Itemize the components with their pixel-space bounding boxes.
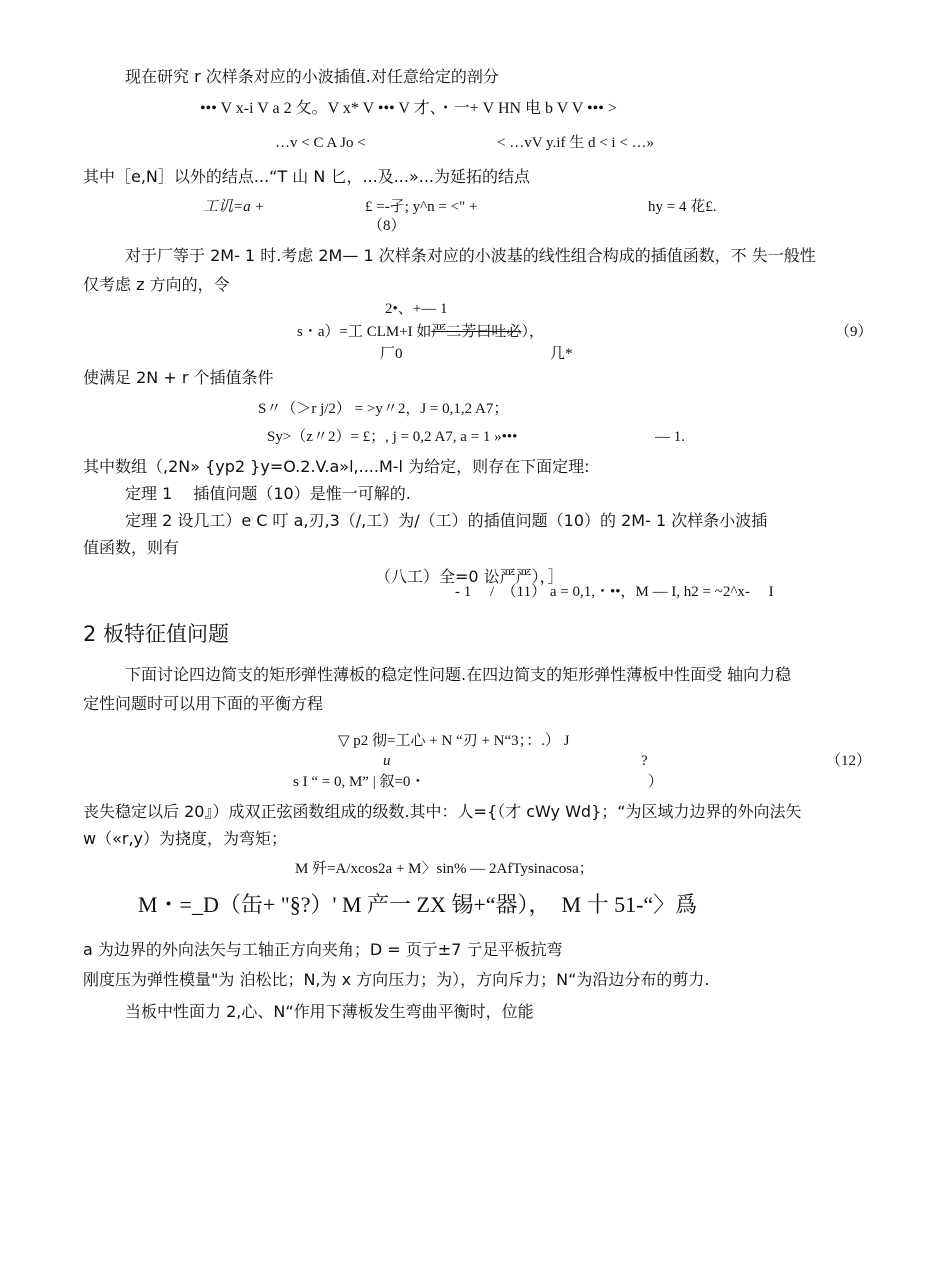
formula-line: M 歼=A/xcos2a + M〉sin% — 2AfTysinacosa；: [295, 861, 594, 877]
equation-number: （8）: [368, 218, 406, 234]
text-line: 其中［e,N］以外的结点...“T 山 N 匕，...及...»...为延拓的结点: [83, 167, 531, 186]
formula-fragment: ）: [648, 774, 664, 790]
equation-number: （12）: [826, 753, 872, 769]
formula-fragment: 2•、+— 1: [385, 301, 448, 317]
eq9-strike-part: 严二芳曰吐必: [431, 324, 522, 340]
theorem-line: 定理 2 设几工）e C 叮 a,刃,3（/,工）为/（工）的插值问题（10）的 2M- 1 次样条小波插: [125, 511, 768, 530]
text-line: 下面讨论四边简支的矩形弹性薄板的稳定性问题.在四边简支的矩形弹性薄板中性面受 轴向力稳: [125, 665, 792, 684]
formula-fragment: 厂0: [380, 346, 403, 362]
formula-line: …v < C A Jo <: [275, 135, 366, 151]
text-line: a 为边界的外向法矢与工轴正方向夹角；D = 页亍±7 亍足平板抗弯: [83, 940, 563, 959]
condition-line: S〃（＞r j/2） = >y〃2，J = 0,1,2 A7；: [258, 401, 509, 417]
text-line: 值函数，则有: [83, 538, 180, 557]
formula-fragment: ▽ p2 彻=工心 + N “刃 + N“3；：.） J: [338, 733, 570, 749]
equation-number: （9）: [835, 324, 873, 340]
text-line: 使满足 2N + r 个插值条件: [83, 368, 274, 387]
text-line: 仅考虑 z 方向的，令: [83, 275, 230, 294]
text-line: 对于厂等于 2M- 1 时.考虑 2M— 1 次样条对应的小波基的线性组合构成的插值函数，不 失一般性: [125, 246, 816, 265]
formula-fragment: ?: [641, 753, 648, 769]
formula-fragment: hy = 4 花£.: [648, 199, 717, 215]
text-line: 现在研究 r 次样条对应的小波插值.对任意给定的剖分: [125, 67, 499, 86]
formula-fragment: £ =-孑; y^n = <" +: [365, 199, 478, 215]
eq9-part: ），: [521, 324, 544, 340]
formula-line: - 1 / （11） a = 0,1,・••，M — I, h2 = ~2^x- I: [455, 584, 774, 600]
condition-line: Sy>（z〃2）= £；, j = 0,2 A7, a = 1 »•••: [267, 429, 518, 445]
text-line: 丧失稳定以后 20』）成双正弦函数组成的级数.其中：人={（才 cWy Wd}；“为区域力边界的外向法矢: [83, 802, 802, 821]
section-heading: 2 板特征值问题: [83, 622, 230, 646]
formula-line: < …vV y.if 生 d < i < …»: [497, 135, 655, 151]
text-line: w（«r,y）为挠度，为弯矩；: [83, 829, 288, 848]
text-line: 当板中性面力 2,心、N“作用下薄板发生弯曲平衡时，位能: [125, 1002, 534, 1021]
formula-fragment: 几*: [550, 346, 573, 362]
theorem-line: 定理 1 插值问题（10）是惟一可解的.: [125, 484, 411, 503]
eq9-part: s・a）=工 CLM+I 如: [297, 324, 432, 340]
text-line: 刚度压为弹性模量"为 泊松比；N,为 x 方向压力；为），方向斥力；N“为沿边分布的剪力.: [83, 970, 710, 989]
condition-line: — 1.: [655, 429, 685, 445]
formula-line: （八工）全=0 讼严严），］: [375, 567, 564, 586]
formula-line: M・=_D（缶+ "§?）' M 产一 ZX 锡+“器）， M 十 51-“〉爲: [138, 892, 698, 917]
formula-fragment: u: [383, 753, 391, 769]
text-line: 其中数组（,2N» {yp2 }y=O.2.V.a»l,....M-l 为给定，则存在下面定理:: [83, 457, 590, 476]
formula-fragment: s I “ = 0, M” | 叙=0・: [293, 774, 426, 790]
formula-fragment: 工讥=a +: [203, 199, 265, 215]
formula-fragment: [297, 323, 544, 341]
formula-line: ••• V x-i V a 2 攵。V x* V ••• V 才、・一+ V HN 电 b V V ••• >: [200, 100, 617, 117]
text-line: 定性问题时可以用下面的平衡方程: [83, 694, 324, 713]
